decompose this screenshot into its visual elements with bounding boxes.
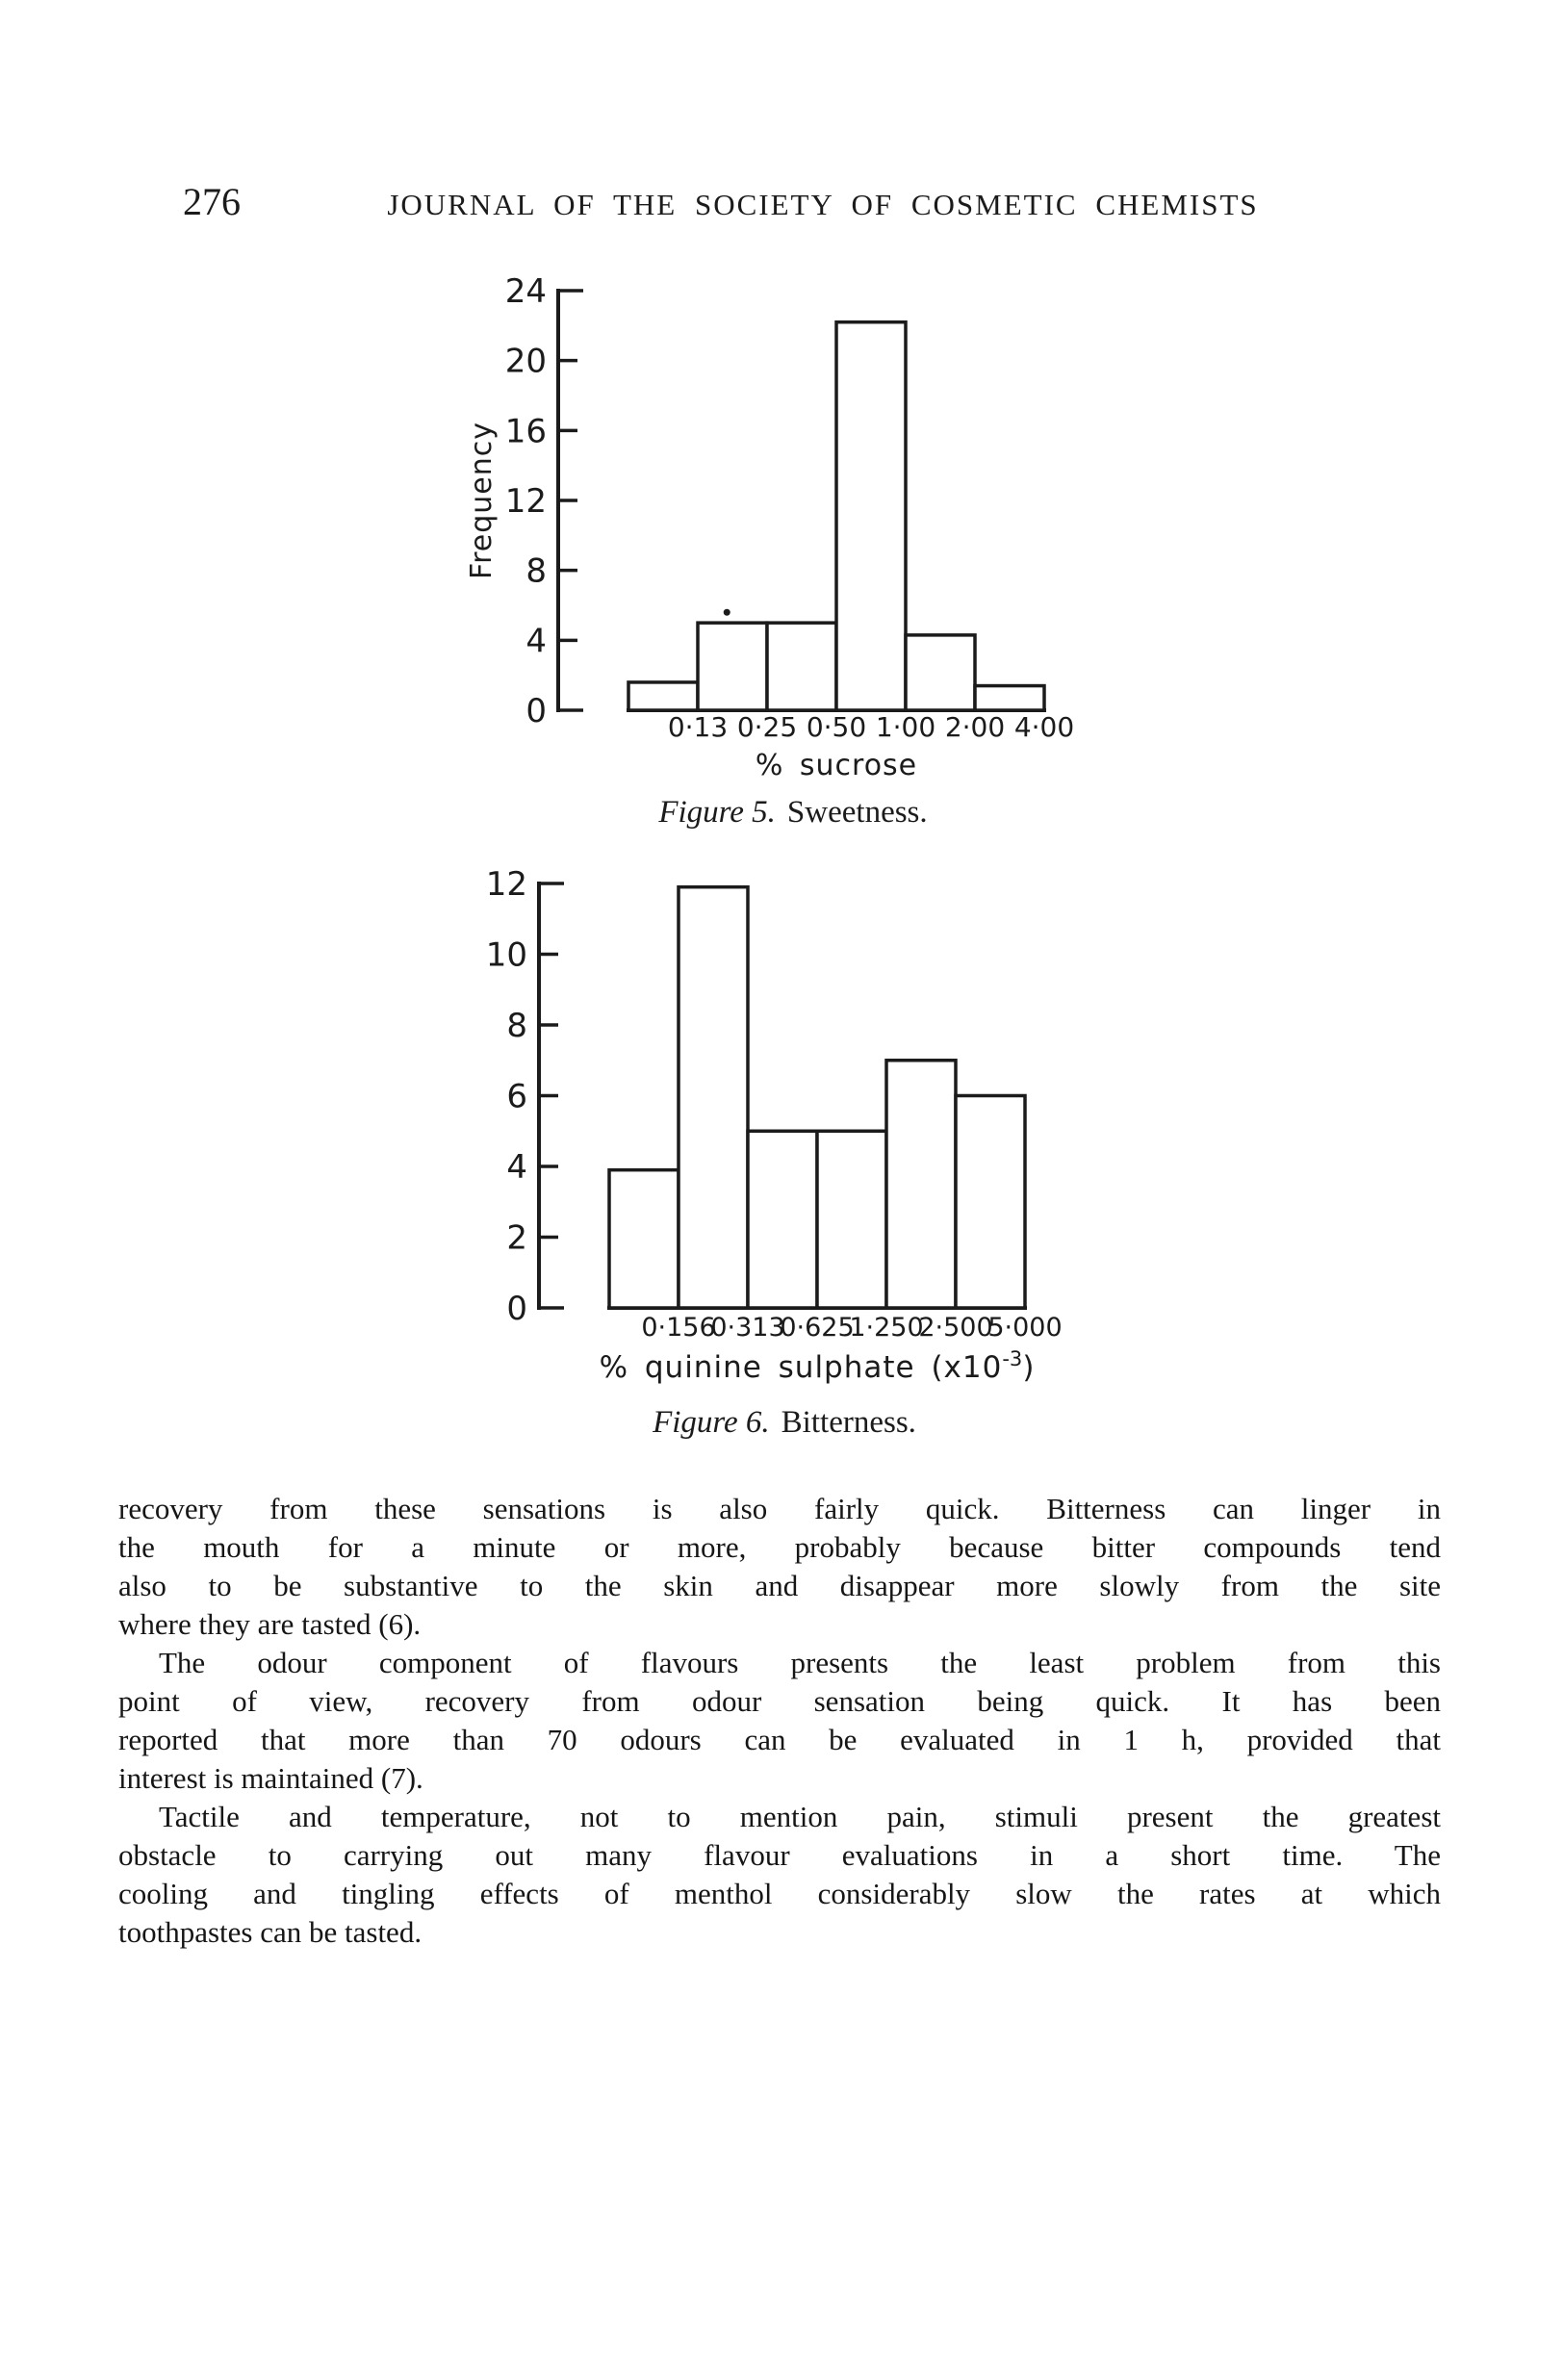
fig6-caption-text: Bitterness. bbox=[781, 1405, 916, 1440]
y-axis-title: Frequency bbox=[465, 422, 499, 579]
x-tick-label: 0·156 bbox=[641, 1313, 716, 1343]
x-tick-label: 0·13 bbox=[667, 711, 729, 743]
y-tick-label: 24 bbox=[504, 272, 547, 311]
stray-ink-dot bbox=[724, 609, 730, 616]
text-line: obstacle to carrying out many flavour evaluations in a short time. The bbox=[118, 1838, 1441, 1872]
histogram-bar bbox=[609, 1170, 679, 1308]
text-line: Tactile and temperature, not to mention pain, stimuli present the greatest bbox=[159, 1800, 1441, 1833]
histogram-bar bbox=[906, 635, 975, 710]
histogram-bar bbox=[836, 322, 906, 710]
y-tick-label: 16 bbox=[504, 412, 547, 451]
y-tick-label: 12 bbox=[504, 482, 547, 521]
y-tick-label: 8 bbox=[506, 1007, 527, 1045]
fig6-caption bbox=[399, 1405, 1169, 1440]
text-line: the mouth for a minute or more, probably because bitter compounds tend bbox=[118, 1530, 1441, 1564]
text-line: also to be substantive to the skin and disappear more slowly from the site bbox=[118, 1569, 1441, 1602]
fig6-x-axis-title-close: ) bbox=[1022, 1350, 1036, 1385]
fig6-x-axis-title-base: % quinine sulphate (x10 bbox=[599, 1350, 1003, 1385]
page-number: 276 bbox=[183, 180, 241, 223]
histogram-bar bbox=[698, 623, 767, 710]
paragraph bbox=[118, 1798, 1441, 1952]
text-line: toothpastes can be tasted. bbox=[118, 1915, 423, 1949]
histogram-bar bbox=[975, 686, 1044, 710]
histogram-bar bbox=[817, 1131, 886, 1308]
text-line: cooling and tingling effects of menthol considerably slow the rates at which bbox=[118, 1877, 1441, 1910]
y-tick-label: 2 bbox=[506, 1218, 527, 1258]
histogram-bar bbox=[679, 887, 748, 1308]
x-tick-label: 0·25 bbox=[736, 711, 798, 743]
paragraph bbox=[118, 1490, 1441, 1644]
text-line: interest is maintained (7). bbox=[118, 1761, 423, 1795]
x-tick-label: 4·00 bbox=[1013, 711, 1075, 743]
histogram-bar bbox=[628, 682, 698, 710]
x-tick-label: 2·00 bbox=[944, 711, 1006, 743]
text-line: where they are tasted (6). bbox=[118, 1607, 422, 1641]
x-tick-label: 5·000 bbox=[987, 1313, 1063, 1343]
fig6-caption-label: Figure 6. bbox=[653, 1405, 770, 1440]
figure6-bitterness-histogram bbox=[346, 847, 1116, 1367]
histogram-bar bbox=[956, 1096, 1025, 1309]
text-line: recovery from these sensations is also fairly quick. Bitterness can linger in bbox=[118, 1492, 1441, 1525]
x-tick-label: 2·500 bbox=[918, 1313, 993, 1343]
y-tick-label: 4 bbox=[506, 1148, 527, 1187]
text-line: point of view, recovery from odour sensation being quick. It has been bbox=[118, 1684, 1441, 1718]
y-tick-label: 0 bbox=[525, 692, 547, 730]
y-tick-label: 0 bbox=[506, 1290, 527, 1328]
x-tick-label: 0·313 bbox=[710, 1313, 785, 1343]
body-text bbox=[118, 1490, 1441, 1952]
fig5-caption-label: Figure 5. bbox=[658, 795, 776, 830]
histogram-bar bbox=[767, 623, 836, 710]
figure5-sweetness-histogram bbox=[346, 260, 1116, 780]
y-tick-label: 12 bbox=[485, 865, 527, 904]
paragraph bbox=[118, 1644, 1441, 1798]
text-line: reported that more than 70 odours can be evaluated in 1 h, provided that bbox=[118, 1723, 1441, 1756]
y-tick-label: 8 bbox=[525, 551, 547, 591]
fig5-caption-text: Sweetness. bbox=[786, 795, 928, 830]
histogram-bar bbox=[886, 1061, 956, 1308]
y-tick-label: 10 bbox=[485, 935, 527, 975]
fig6-x-axis-title-exponent: -3 bbox=[1002, 1347, 1023, 1370]
y-tick-label: 20 bbox=[504, 342, 547, 381]
x-tick-label: 0·625 bbox=[780, 1313, 855, 1343]
fig5-x-axis-title: % sucrose bbox=[755, 749, 918, 782]
y-tick-label: 4 bbox=[525, 622, 547, 661]
x-tick-label: 0·50 bbox=[806, 711, 867, 743]
journal-title: JOURNAL OF THE SOCIETY OF COSMETIC CHEMISTS bbox=[387, 188, 1259, 221]
x-tick-label: 1·250 bbox=[849, 1313, 924, 1343]
histogram-bar bbox=[748, 1131, 817, 1308]
fig5-caption bbox=[408, 795, 1178, 830]
fig6-x-axis-title bbox=[432, 1347, 1202, 1385]
x-tick-label: 1·00 bbox=[875, 711, 936, 743]
y-tick-label: 6 bbox=[506, 1077, 527, 1116]
text-line: The odour component of flavours presents the least problem from this bbox=[159, 1646, 1441, 1679]
